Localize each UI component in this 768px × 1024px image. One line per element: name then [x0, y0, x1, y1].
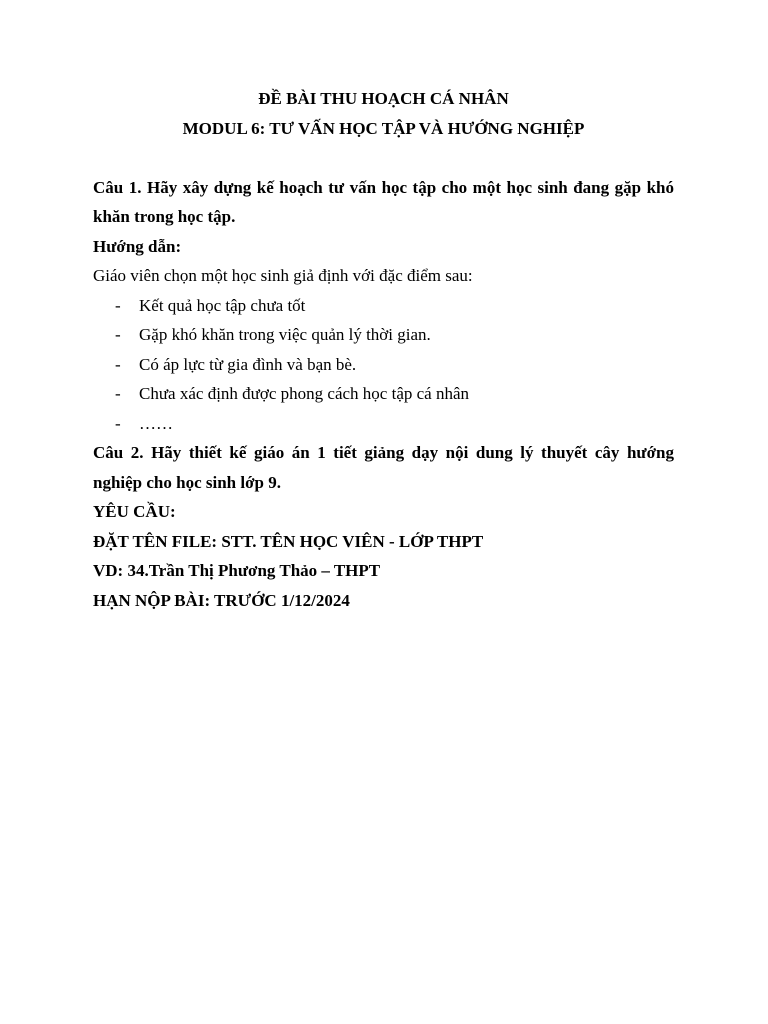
dash-marker: -	[115, 413, 121, 433]
document-subtitle: MODUL 6: TƯ VẤN HỌC TẬP VÀ HƯỚNG NGHIỆP	[182, 118, 585, 138]
guide-intro: Giáo viên chọn một học sinh giả định với đặc điểm sau:	[93, 266, 473, 285]
document-title: ĐỀ BÀI THU HOẠCH CÁ NHÂN	[258, 89, 509, 108]
list-item	[93, 379, 674, 409]
blank-line	[93, 143, 674, 173]
document-page	[93, 84, 674, 615]
list-item-text: Có áp lực từ gia đình và bạn bè.	[139, 354, 357, 374]
list-item-text: Gặp khó khăn trong việc quản lý thời gian.	[139, 325, 431, 344]
list-item	[93, 320, 674, 350]
dash-marker: -	[115, 325, 121, 344]
dash-marker: -	[115, 384, 121, 403]
list-item-text: ……	[139, 413, 173, 433]
dash-marker: -	[115, 354, 121, 374]
characteristics-list	[93, 291, 674, 439]
dash-marker: -	[115, 295, 121, 315]
question-2: Câu 2. Hãy thiết kế giáo án 1 tiết giảng dạy nội dung lý thuyết cây hướng nghiệp cho học sinh lớp 9.	[93, 443, 674, 492]
requirements-label: YÊU CẦU:	[93, 502, 176, 521]
list-item-text: Kết quả học tập chưa tốt	[139, 295, 306, 315]
list-item	[93, 350, 674, 380]
file-naming-example: VD: 34.Trần Thị Phương Thảo – THPT	[93, 561, 381, 580]
question-1: Câu 1. Hãy xây dựng kế hoạch tư vấn học tập cho một học sinh đang gặp khó khăn trong học tập.	[93, 177, 674, 226]
file-naming-rule: ĐẶT TÊN FILE: STT. TÊN HỌC VIÊN - LỚP THPT	[93, 531, 484, 551]
list-item	[93, 291, 674, 321]
list-item-text: Chưa xác định được phong cách học tập cá nhân	[139, 384, 469, 403]
list-item	[93, 409, 674, 439]
submission-deadline: HẠN NỘP BÀI: TRƯỚC 1/12/2024	[93, 590, 350, 610]
guide-label: Hướng dẫn:	[93, 236, 182, 256]
